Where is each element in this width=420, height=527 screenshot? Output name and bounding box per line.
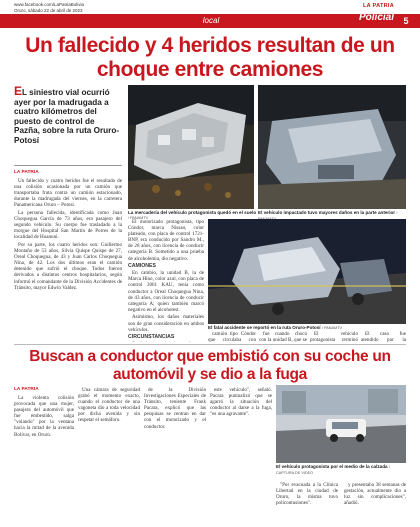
story1-paragraph: En cambio, la unidad B, la de Marca Hino, color azul, con placa de control 3061 KAU, tenía como conductor a Oreal Choquegua Nina, de 43 años, con licencia de conducir categoría A; quien también marcó negativo en el alcohotest. [128,270,204,313]
story2-column-2 [78,387,140,523]
story1-paragraph: El motorizado protagonista, tipo Cóndor, marca Nissan, color plateado, con placa de control 1721-BNP, era conducido por Sandro M., de 28 años, con licencia de conducir categoría B. Sometido a una prueba de alcoholemia, dio negativo. [128,219,204,262]
subhead-camiones: CAMIONES [128,263,156,270]
story1-column-2 [128,219,204,342]
story1-column-3 [208,331,256,343]
lead-paragraph [14,84,122,145]
main-headline: Un fallecido y 4 heridos resultan de un choque entre camiones [25,34,395,81]
story2-column-5 [276,482,338,523]
photo-street-car [276,385,406,463]
story2-paragraph: "Por evacuada a la Clínica Libertad en la ciudad de Oruro, la misma tuvo policontusiones". [276,482,338,507]
caption-1-credit: / PANAMTV [128,216,149,221]
facebook-url: www.facebook.com/LaPatriaBolivia [14,2,85,7]
caption-1-text: La mercadería del vehículo protagonista quedó en el suelo [128,210,257,215]
lead-divider [14,165,122,166]
story2-paragraph: este vehículo", señaló. Pacara puntualizó que se agarró la situación del conductor al darse a la fuga, "es una agravante". [210,387,272,418]
story2-column-4 [210,387,272,523]
lead-initial: E [14,84,23,98]
photo-caption-4 [276,464,408,476]
story2-column-3 [144,387,206,523]
page-header [0,0,420,30]
story2-byline: LA PATRIA [14,387,39,392]
brand-logo [359,3,394,23]
story1-paragraph: El vehículo protagonista terminó [310,331,358,343]
issue-date: Oruro, sábado 22 de abril de 2023 [14,7,83,13]
story1-paragraph: camión tipo Cóndor que circulaba con [208,331,256,343]
brand-section: Policial [358,12,394,23]
story2-paragraph: de la División Investigaciones Especiales de Tránsito, teniente Frank Pacara, explicó que las pesquisas se centran en dar con el motorizado y el conductor. [144,387,206,430]
section-label: local [202,16,220,25]
story1-byline: LA PATRIA [14,170,39,175]
story2-paragraph: Una cámara de seguridad grabó el momento exacto, cuando el conductor de una vagoneta dio a toda velocidad por dicha avenida y sin respetar el semáforo. [78,387,140,424]
photo-accident-road [208,219,406,324]
story1-paragraph: La persona fallecida, identificada como Juan Choquegua García de 73 años, era pasajero del segundo vehículo. Su cuerpo fue trasladado a la morgue del Hospital San Martín de Porres de la localidad de Huanuni. [14,209,122,241]
story1-paragraph: Un fallecido y cuatro heridos fue el resultado de una colisión ocasionada por un camión que transportaba fruta contra un camión estacionado, durante la madrugada del viernes, en la carretera Panamericana Oruro – Potosí. [14,178,122,209]
story1-paragraph: fue cuando chocó con la unidad B, que se [259,331,307,343]
story1-paragraph: El caso fue atendido por la [361,331,406,343]
story1-paragraph: Asimismo, los daños materiales son de gran consideración en ambos vehículos. [128,314,204,333]
story1-column-4 [259,331,307,343]
photo-accident-road-image [208,219,406,324]
story1-column-6 [361,331,406,343]
photo-cargo-spill-image [128,85,254,209]
photo-street-car-image [276,385,406,463]
caption-2-text: El vehículo impactado tuvo mayores daños en la parte anterior [258,210,396,215]
second-headline: Buscan a conductor que embistió con su coche un automóvil y se dio a la fuga [29,348,391,383]
photo-truck-front [258,85,406,209]
photo-truck-front-image [258,85,406,209]
subhead-circunstancias: CIRCUNSTANCIAS [128,334,175,341]
story1-paragraph [128,341,204,342]
photo-cargo-spill [128,85,254,209]
story1-paragraph: Por su parte, los cuatro heridos son: Guillermo Montaño de 53 años, Silvia Quispe Quispe de 27, Oreal Choquegua, de 43 y Juan Carlos Choquegua Nina, de 42. Los dos últimos eran el camión detenido que sufrió el choque. Todos fueron derivados a distintos centros hospitalarios, según informó el comandante de la División Accidentes de Tránsito, mayor Edwin Valdez. [14,241,122,291]
story2-paragraph: La violenta colisión provocada que una mujer, pasajera del automóvil que fue embestido, salga "volando" por la ventana hacia la mitad de la avenida Bolívar, en Oruro. [14,395,74,438]
header-meta [14,2,84,13]
caption-3-credit: / PANAMTV [321,326,343,330]
caption-3-text: El fatal accidente se reportó en la ruta Oruro-Potosí [208,325,321,330]
caption-4-credit: / CAPTURA DE VIDEO [276,465,390,476]
lead-text: L siniestro vial ocurrió ayer por la madrugada a cuatro kilómetros del puesto de control de Pazña, sobre la ruta Oruro-Potosí [14,88,120,145]
story2-column-1 [14,395,74,523]
caption-2-credit: / [396,211,398,215]
story2-paragraph: y presentaba 38 semanas de gestación, actualmente dio a luz sin complicaciones", añadió. [344,482,406,507]
story-separator [14,344,406,345]
page-number: 5 [403,16,409,26]
story1-column-1 [14,178,122,340]
story1-column-5 [310,331,358,343]
story2-column-6 [344,482,406,523]
brand-name: LA PATRIA [362,3,394,9]
caption-4-text: El vehículo protagonista por el medio de la calzada [276,464,388,469]
